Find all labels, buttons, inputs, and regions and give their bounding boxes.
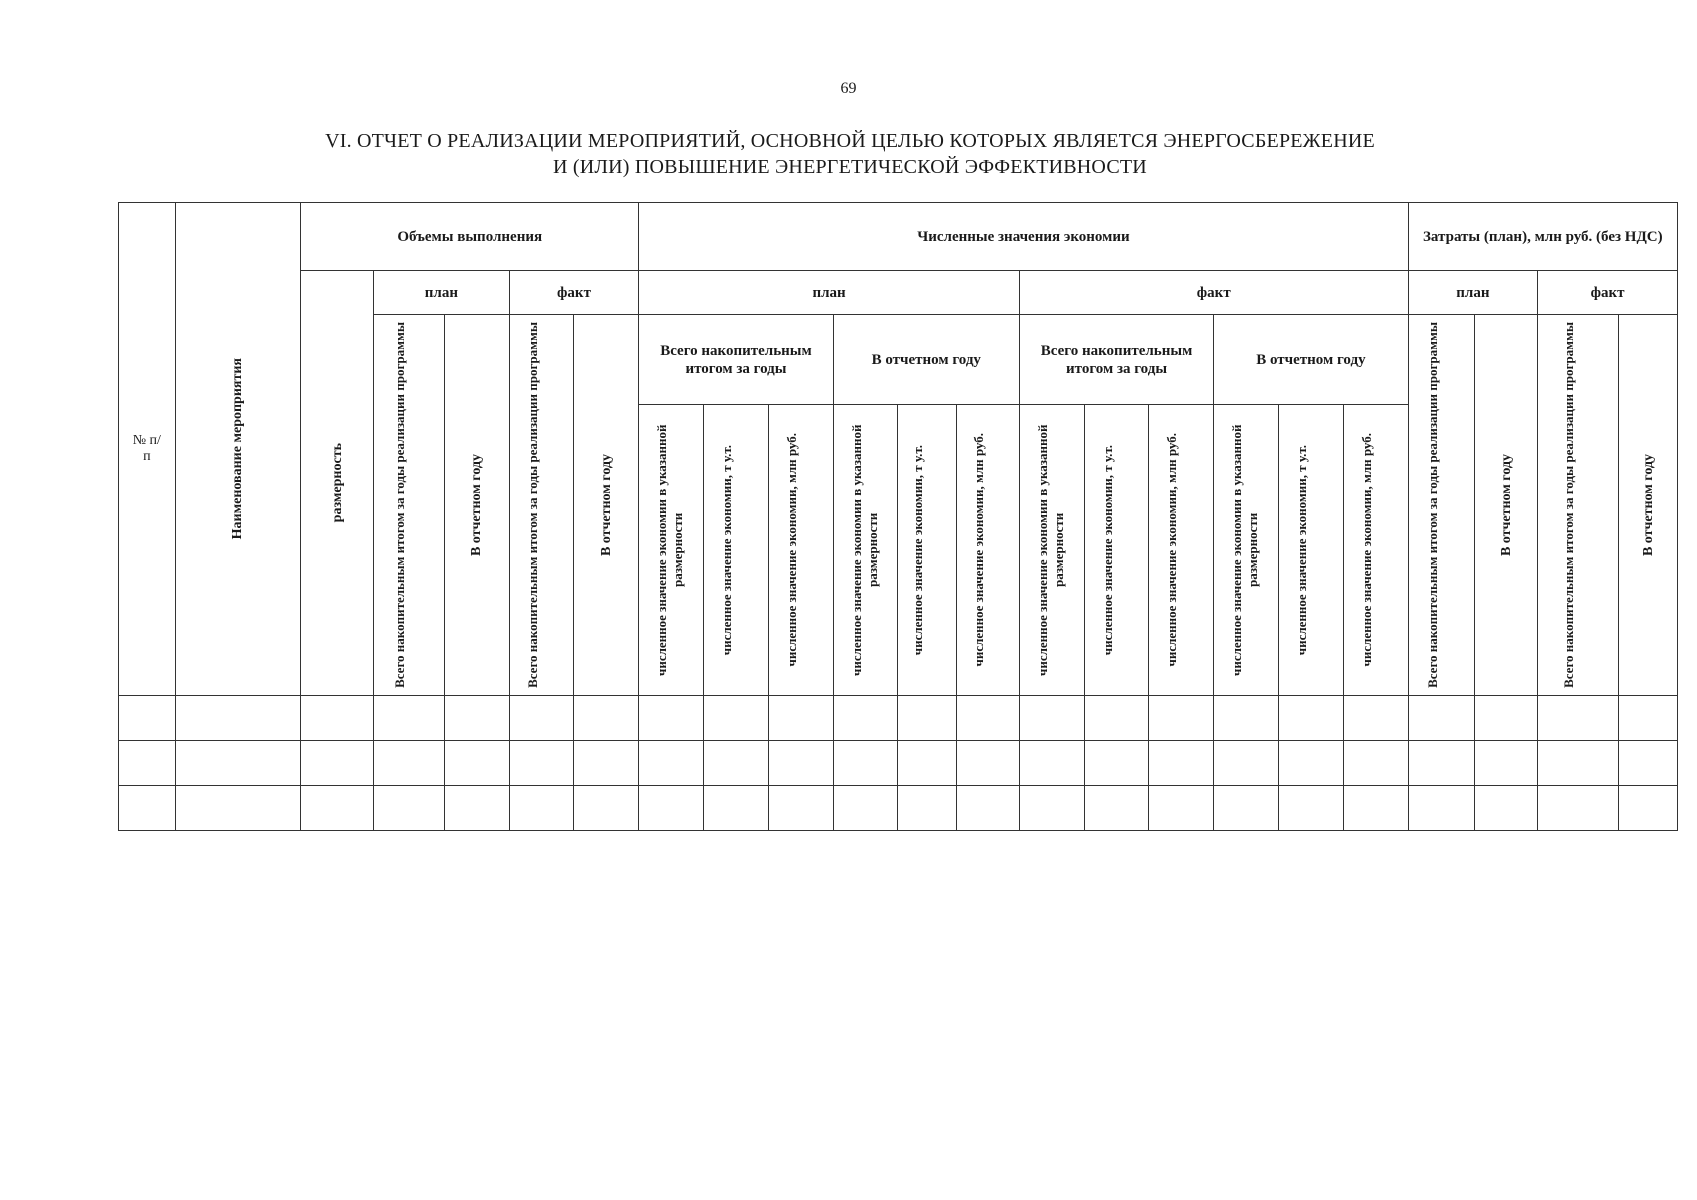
table-cell [1343, 741, 1408, 786]
table-cell [374, 696, 445, 741]
header-savings: Численные значения экономии [639, 203, 1408, 271]
table-cell [768, 696, 833, 741]
table-cell [509, 696, 574, 741]
table-cell [1538, 786, 1619, 831]
title-line-1: VI. ОТЧЕТ О РЕАЛИЗАЦИИ МЕРОПРИЯТИЙ, ОСНОВНОЙ ЦЕЛЬЮ КОТОРЫХ ЯВЛЯЕТСЯ ЭНЕРГОСБЕРЕЖЕНИЕ [325, 130, 1375, 152]
table-cell [898, 741, 957, 786]
savings-plan-total-units: численное значение экономии в указанной размерности [639, 405, 704, 696]
table-cell [704, 741, 769, 786]
volumes-plan: план [374, 271, 510, 315]
table-cell [704, 786, 769, 831]
header-unit: размерность [301, 271, 374, 696]
costs-fact-total: Всего накопительным итогом за годы реализации программы [1538, 315, 1619, 696]
table-cell [1343, 696, 1408, 741]
table-cell [574, 741, 639, 786]
table-cell [1019, 696, 1084, 741]
volumes-fact: факт [509, 271, 639, 315]
table-cell [574, 786, 639, 831]
table-row [119, 696, 1678, 741]
savings-plan-total-tut: численное значение экономии, т у.т. [704, 405, 769, 696]
savings-fact-total-units: численное значение экономии в указанной размерности [1019, 405, 1084, 696]
table-cell [639, 741, 704, 786]
table-cell [301, 696, 374, 741]
table-cell [1084, 741, 1149, 786]
table-cell [1084, 696, 1149, 741]
table-cell [374, 786, 445, 831]
header-number: № п/п [119, 203, 176, 696]
table-cell [898, 696, 957, 741]
table-cell [574, 696, 639, 741]
table-cell [1149, 786, 1214, 831]
table-cell [1279, 696, 1344, 741]
table-row [119, 786, 1678, 831]
table-cell [704, 696, 769, 741]
table-cell [1279, 786, 1344, 831]
header-volumes: Объемы выполнения [301, 203, 639, 271]
savings-fact-year-units: численное значение экономии в указанной размерности [1214, 405, 1279, 696]
table-cell [639, 696, 704, 741]
table-cell [1408, 741, 1475, 786]
savings-fact: факт [1019, 271, 1408, 315]
table-cell [833, 741, 898, 786]
table-cell [1619, 786, 1678, 831]
table-cell [1214, 786, 1279, 831]
table-cell [1475, 741, 1538, 786]
table-cell [639, 786, 704, 831]
table-cell [957, 741, 1020, 786]
table-cell [444, 786, 509, 831]
table-cell [1538, 696, 1619, 741]
costs-fact-year: В отчетном году [1619, 315, 1678, 696]
header-measure-name [175, 203, 301, 696]
savings-plan-year-tut: численное значение экономии, т у.т. [898, 405, 957, 696]
table-cell [444, 741, 509, 786]
table-cell [175, 696, 301, 741]
table-cell [1475, 786, 1538, 831]
table-cell [957, 696, 1020, 741]
table-cell [1214, 696, 1279, 741]
page-title [150, 128, 1550, 180]
table-cell [1279, 741, 1344, 786]
table-cell [957, 786, 1020, 831]
table-cell [768, 786, 833, 831]
header-costs: Затраты (план), млн руб. (без НДС) [1408, 203, 1677, 271]
page-number: 69 [840, 80, 857, 97]
savings-fact-total-group: Всего накопительным итогом за годы [1019, 315, 1213, 405]
costs-plan-total: Всего накопительным итогом за годы реализации программы [1408, 315, 1475, 696]
measure-name-label: Наименование мероприятия [230, 358, 246, 540]
savings-fact-total-rub: численное значение экономии, млн руб. [1149, 405, 1214, 696]
savings-plan-year-rub: численное значение экономии, млн руб. [957, 405, 1020, 696]
table-cell [175, 741, 301, 786]
table-cell [119, 786, 176, 831]
table-cell [1475, 696, 1538, 741]
volumes-fact-year: В отчетном году [574, 315, 639, 696]
savings-fact-year-tut: численное значение экономии, т у.т. [1279, 405, 1344, 696]
table-body [119, 696, 1678, 831]
costs-plan-year: В отчетном году [1475, 315, 1538, 696]
table-cell [1619, 696, 1678, 741]
table-cell [175, 786, 301, 831]
table-cell [898, 786, 957, 831]
volumes-fact-total: Всего накопительным итогом за годы реализации программы [509, 315, 574, 696]
table-cell [1084, 786, 1149, 831]
costs-fact: факт [1538, 271, 1678, 315]
costs-plan: план [1408, 271, 1538, 315]
report-table [118, 202, 1678, 831]
table-cell [119, 696, 176, 741]
volumes-plan-year: В отчетном году [444, 315, 509, 696]
table-cell [1408, 696, 1475, 741]
table-cell [1619, 741, 1678, 786]
table-cell [1149, 696, 1214, 741]
table-cell [301, 786, 374, 831]
savings-plan-year-units: численное значение экономии в указанной размерности [833, 405, 898, 696]
table-cell [833, 696, 898, 741]
table-cell [1538, 741, 1619, 786]
table-cell [444, 696, 509, 741]
table-cell [833, 786, 898, 831]
table-cell [1019, 741, 1084, 786]
savings-fact-year-group: В отчетном году [1214, 315, 1408, 405]
table-cell [119, 741, 176, 786]
table-cell [301, 741, 374, 786]
table-row [119, 741, 1678, 786]
savings-plan-total-rub: численное значение экономии, млн руб. [768, 405, 833, 696]
table-cell [1343, 786, 1408, 831]
table-cell [1214, 741, 1279, 786]
table-cell [1019, 786, 1084, 831]
table-cell [374, 741, 445, 786]
volumes-plan-total: Всего накопительным итогом за годы реализации программы [374, 315, 445, 696]
savings-plan-total-group: Всего накопительным итогом за годы [639, 315, 833, 405]
title-line-2: И (ИЛИ) ПОВЫШЕНИЕ ЭНЕРГЕТИЧЕСКОЙ ЭФФЕКТИВНОСТИ [553, 156, 1147, 178]
table-cell [509, 741, 574, 786]
savings-fact-year-rub: численное значение экономии, млн руб. [1343, 405, 1408, 696]
table-cell [509, 786, 574, 831]
savings-plan: план [639, 271, 1020, 315]
table-cell [768, 741, 833, 786]
table-cell [1149, 741, 1214, 786]
savings-fact-total-tut: численное значение экономии, т у.т. [1084, 405, 1149, 696]
table-cell [1408, 786, 1475, 831]
savings-plan-year-group: В отчетном году [833, 315, 1019, 405]
